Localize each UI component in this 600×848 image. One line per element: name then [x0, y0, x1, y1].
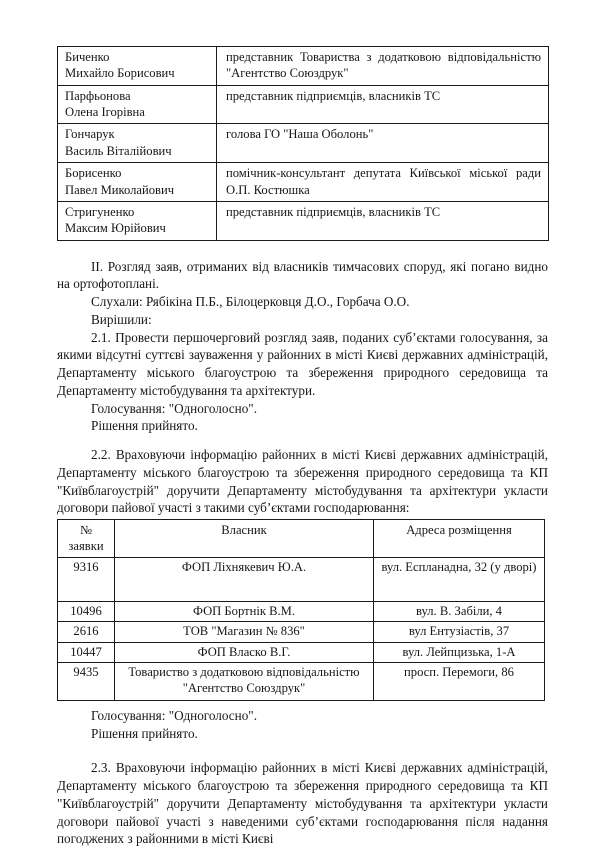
table-row — [58, 201, 549, 240]
section-2-decided-label: Вирішили: — [91, 311, 152, 327]
attendee-name-cell — [58, 124, 217, 163]
attendee-surname: Парфьонова — [65, 88, 131, 103]
cell-owner: ФОП Ліхнякевич Ю.А. — [115, 557, 374, 601]
item-2-1-vote: Голосування: "Одноголосно". — [91, 400, 257, 416]
attendee-name-cell — [58, 163, 217, 202]
cell-owner: ФОП Власко В.Г. — [115, 642, 374, 662]
table-row — [58, 163, 549, 202]
section-2-heard: Слухали: Рябікіна П.Б., Білоцерковця Д.О., Горбача О.О. — [91, 294, 410, 310]
header-number-line2: заявки — [68, 539, 104, 554]
attendee-role-cell: представник підприємців, власників ТС — [217, 201, 549, 240]
cell-owner: ФОП Бортнік В.М. — [115, 601, 374, 621]
table-row — [58, 662, 545, 700]
item-2-1-result: Рішення прийнято. — [91, 418, 198, 434]
attendee-patronymic: Михайло Борисович — [65, 66, 175, 81]
table-header-row — [58, 520, 545, 558]
attendee-role-cell: представник Товариства з додатковою відповідальністю "Агентство Союздрук" — [217, 47, 549, 86]
spacer — [57, 742, 548, 759]
table-row — [58, 642, 545, 662]
cell-number: 10496 — [58, 601, 115, 621]
column-header-number — [58, 520, 115, 558]
table-row — [58, 47, 549, 86]
section-2-heading: II. Розгляд заяв, отриманих від власників тимчасових споруд, які погано видно на ортофотоплані. — [57, 258, 548, 292]
attendee-surname: Биченко — [65, 50, 110, 64]
attendee-surname: Стригуненко — [65, 204, 135, 219]
attendees-table — [57, 46, 549, 241]
attendee-surname: Борисенко — [65, 166, 122, 181]
spacer — [57, 241, 548, 258]
attendee-role-cell: голова ГО "Наша Оболонь" — [217, 124, 549, 163]
attendee-role-cell: представник підприємців, власників ТС — [217, 85, 549, 124]
cell-number: 9316 — [58, 557, 115, 601]
item-2-3-text: 2.3. Враховуючи інформацію районних в місті Києві державних адміністрацій, Департаменту міського благоустрою та збереження природного середовища та КП "Київблагоустрій" доручити Департаменту містобудування та архітектури укласти договори пайової участі з наведеними суб’єктами господарювання після надання погоджених з районними в місті Києві — [57, 760, 548, 847]
applications-table — [57, 519, 545, 701]
attendee-name-cell — [58, 47, 217, 86]
item-2-1-text: 2.1. Провести першочерговий розгляд заяв, поданих суб’єктами голосування, за якими відсутні суттєві зауваження у районних в місті Києві державних адміністрацій, Департаменту міського благоустрою та збереження природного середовища та Департаменту містобудування та архітектури. — [57, 329, 548, 398]
item-2-2-result: Рішення прийнято. — [91, 725, 198, 741]
attendee-patronymic: Максим Юрійович — [65, 221, 166, 236]
cell-owner: ТОВ "Магазин № 836" — [115, 622, 374, 642]
item-2-2-text: 2.2. Враховуючи інформацію районних в місті Києві державних адміністрацій, Департаменту міського благоустрою та збереження природного середовища та КП "Київблагоустрій" доручити Департаменту містобудування та архітектури укласти договори пайової участі з такими суб’єктами господарювання: — [57, 447, 548, 516]
attendee-name-cell — [58, 201, 217, 240]
attendee-surname: Гончарук — [65, 127, 115, 142]
spacer — [57, 435, 548, 446]
cell-number: 9435 — [58, 662, 115, 700]
column-header-owner: Власник — [115, 520, 374, 558]
attendee-role-cell: помічник-консультант депутата Київської міської ради О.П. Костюшка — [217, 163, 549, 202]
column-header-address: Адреса розміщення — [374, 520, 545, 558]
attendee-patronymic: Олена Ігорівна — [65, 105, 145, 120]
table-row — [58, 601, 545, 621]
header-number-line1: № — [79, 523, 93, 538]
cell-number: 10447 — [58, 642, 115, 662]
table-row — [58, 85, 549, 124]
attendee-patronymic: Павел Миколайович — [65, 182, 175, 197]
cell-address: вул Ентузіастів, 37 — [374, 622, 545, 642]
attendee-name-cell — [58, 85, 217, 124]
cell-address: вул. Еспланадна, 32 (у дворі) — [374, 557, 545, 601]
cell-address: вул. В. Забіли, 4 — [374, 601, 545, 621]
cell-address: вул. Лейпцизька, 1-А — [374, 642, 545, 662]
cell-owner: Товариство з додатковою відповідальністю "Агентство Союздрук" — [115, 662, 374, 700]
table-row — [58, 124, 549, 163]
cell-number: 2616 — [58, 622, 115, 642]
cell-address: просп. Перемоги, 86 — [374, 662, 545, 700]
table-row — [58, 622, 545, 642]
item-2-2-vote: Голосування: "Одноголосно". — [91, 707, 257, 723]
table-row — [58, 557, 545, 601]
attendee-patronymic: Василь Віталійович — [65, 143, 172, 158]
